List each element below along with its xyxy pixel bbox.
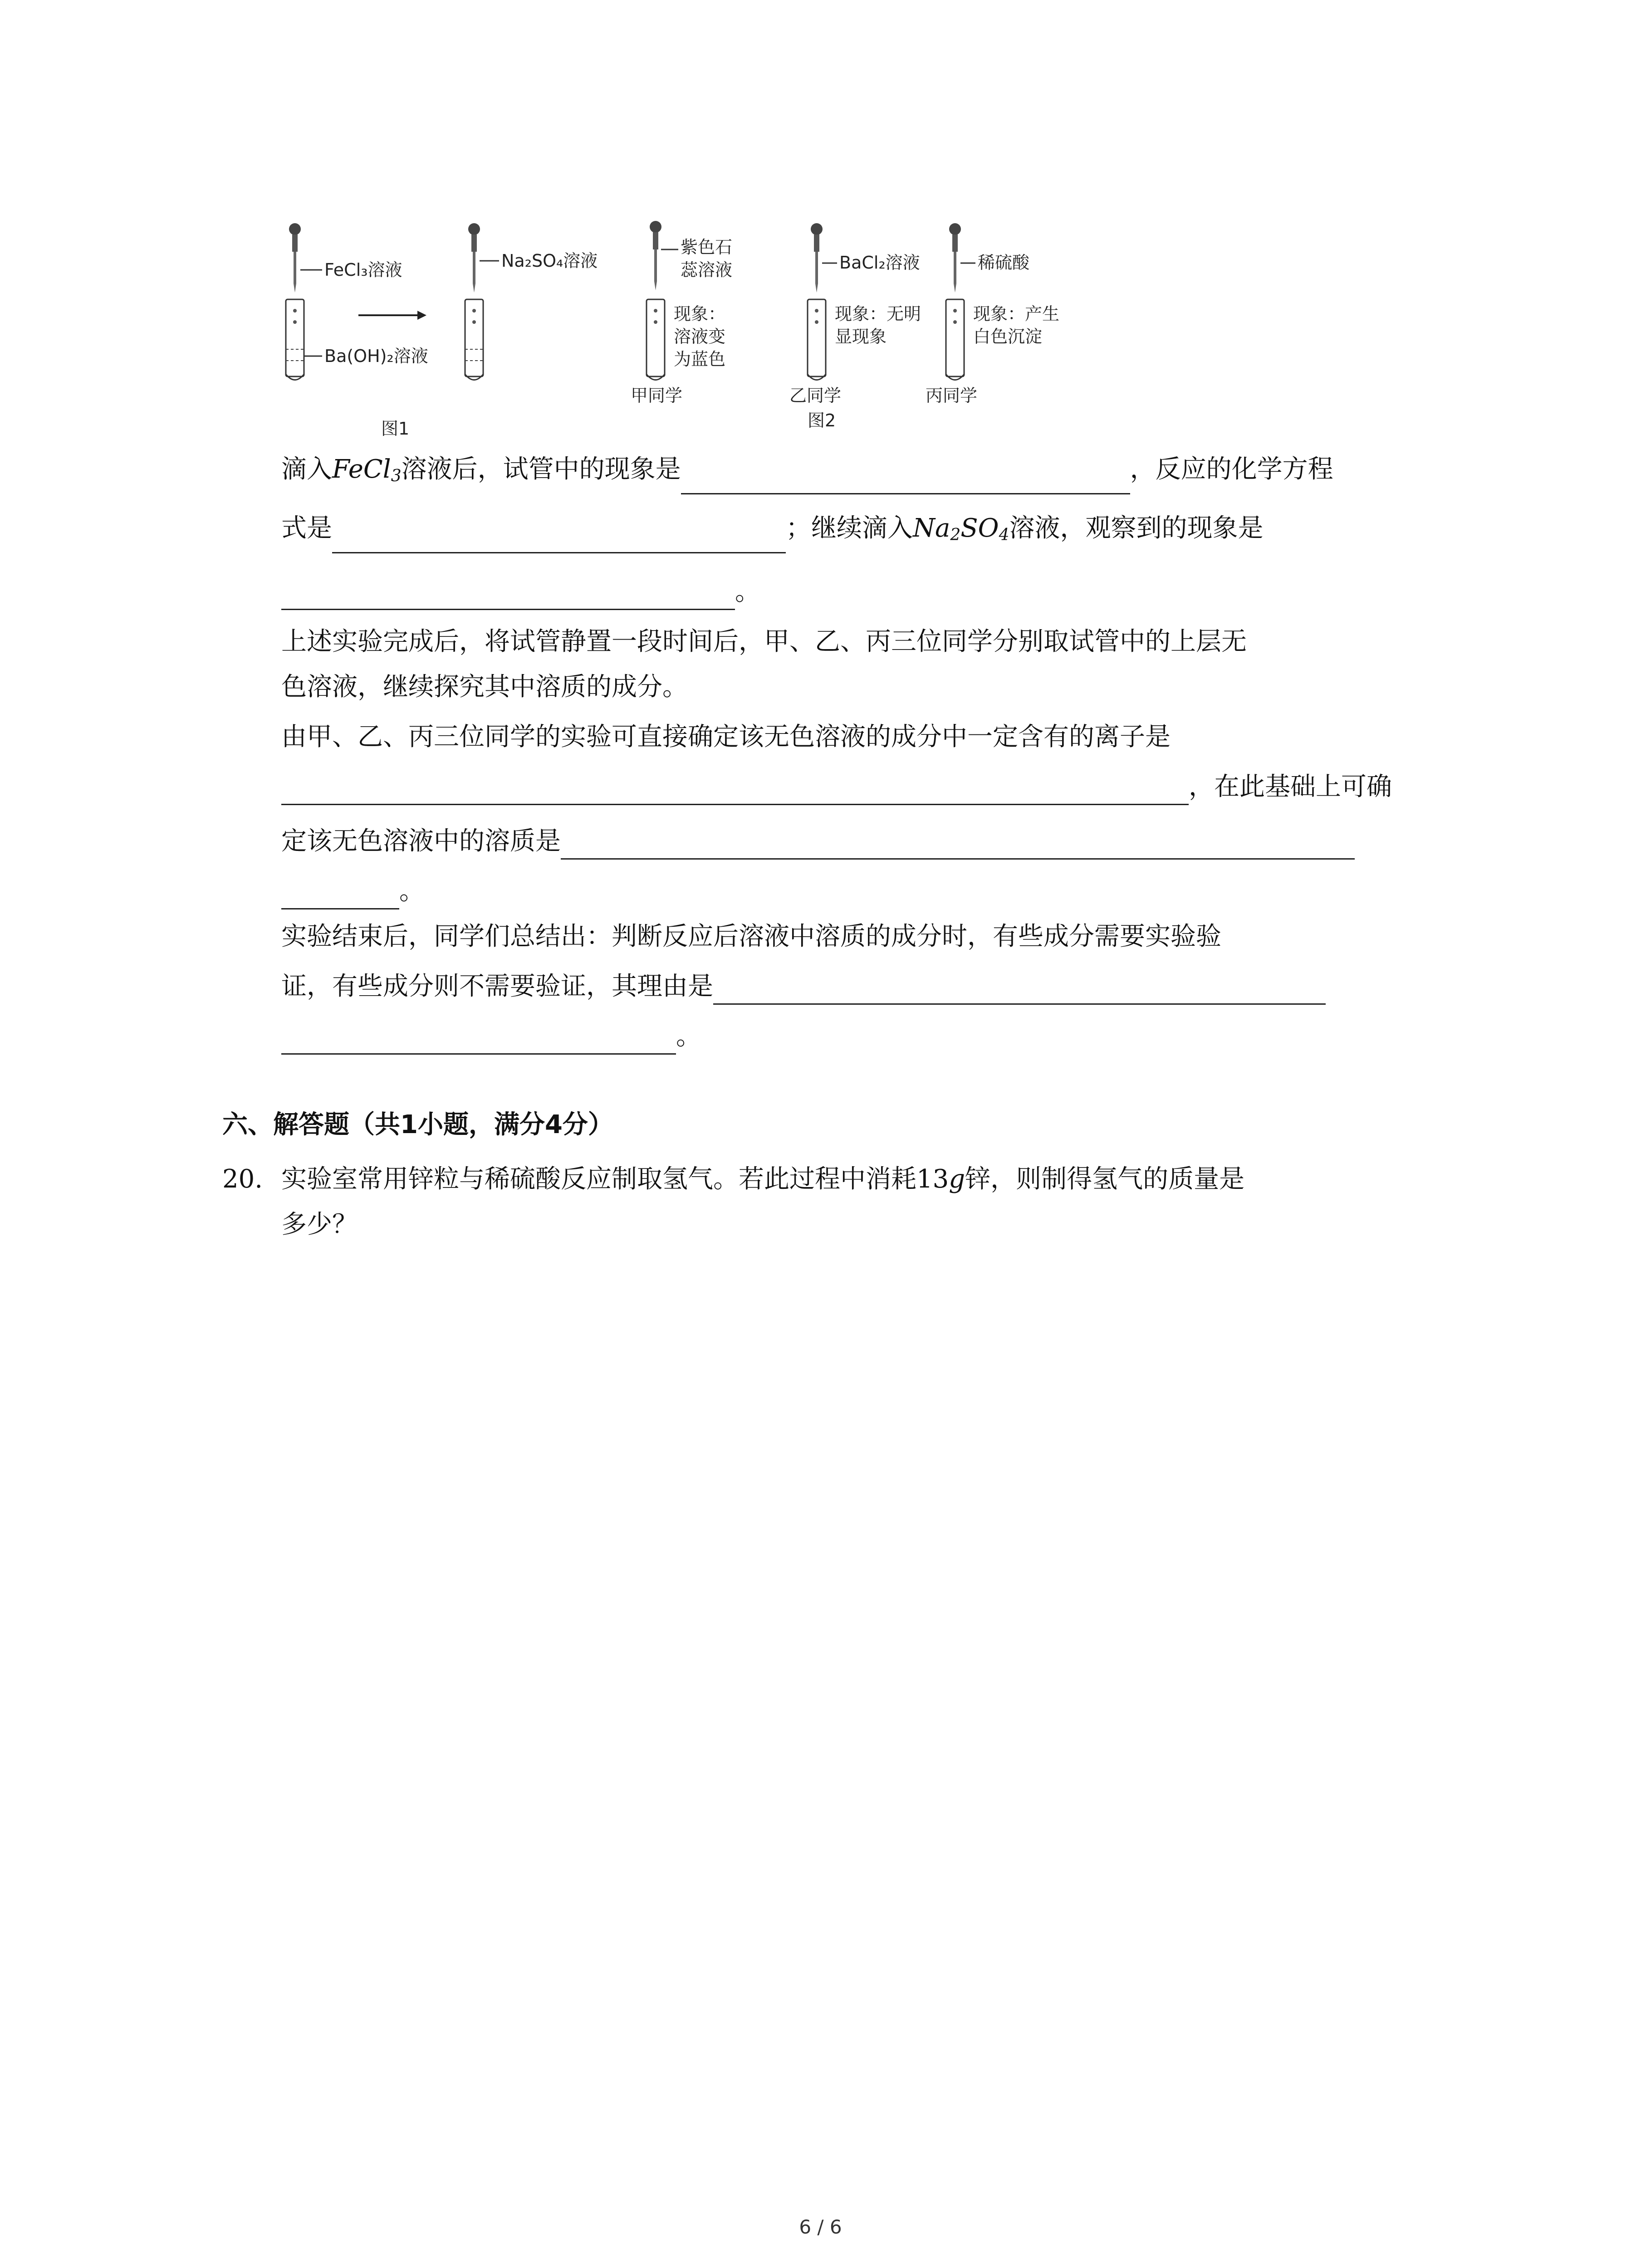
question-line-7: ，在此基础上可确 (281, 769, 1392, 805)
question-line-12: 。 (281, 1018, 701, 1055)
fig2-bing-setup (926, 223, 1059, 406)
bing-reagent: 稀硫酸 (978, 253, 1030, 273)
jia-reagent-line2: 蕊溶液 (681, 260, 733, 280)
jia-label: 甲同学 (631, 386, 683, 406)
answer-blank-solute-cont[interactable] (281, 881, 399, 909)
question-line-9: 。 (281, 873, 425, 909)
section-title: 六、解答题（共1小题，满分4分） (222, 1110, 613, 1139)
question-20-line-2: 多少？ (281, 1210, 358, 1239)
na2so4-label: Na₂SO₄溶液 (501, 251, 598, 271)
question-20-line-1: 20. 实验室常用锌粒与稀硫酸反应制取氢气。若此过程中消耗13g锌，则制得氢气的质量是 (222, 1161, 1244, 1198)
question-line-2: 式是 ；继续滴入$Na_2SO_4$溶液，观察到的现象是 (281, 510, 1263, 547)
jia-reagent-line1: 紫色石 (681, 237, 733, 257)
na2so4-formula: $Na_2SO_4$ (913, 513, 1009, 544)
bing-observation-line1: 现象：产生 (973, 304, 1060, 324)
yi-observation-line1: 现象：无明 (835, 304, 921, 324)
jia-observation-line2: 溶液变 (674, 327, 726, 347)
paragraph-line-4: 上述实验完成后，将试管静置一段时间后，甲、乙、丙三位同学分别取试管中的上层无 (281, 627, 1247, 656)
reaction-arrow (358, 311, 426, 320)
yi-observation-line2: 显现象 (835, 327, 887, 347)
page-number: 6 / 6 (799, 2216, 842, 2238)
question-line-1: 滴入FeCl$_3$溶液后，试管中的现象是 ，反应的化学方程 (281, 451, 1333, 488)
bing-label: 丙同学 (926, 386, 978, 406)
question-line-8: 定该无色溶液中的溶质是 (281, 823, 1355, 860)
question-line-11: 证，有些成分则不需要验证，其理由是 (281, 968, 1326, 1005)
answer-blank-phenomenon[interactable] (681, 466, 1130, 494)
paragraph-line-5: 色溶液，继续探究其中溶质的成分。 (281, 672, 688, 702)
question-number: 20. (222, 1164, 263, 1194)
fig2-yi-setup (789, 223, 921, 430)
jia-observation-line1: 现象： (674, 304, 726, 324)
fig1-caption: 图1 (381, 419, 410, 439)
yi-reagent: BaCl₂溶液 (839, 253, 920, 273)
answer-blank-solute[interactable] (561, 831, 1355, 860)
answer-blank-ions[interactable] (281, 777, 1189, 805)
fig1-left-setup (286, 223, 428, 439)
answer-blank-reason-cont[interactable] (281, 1026, 676, 1055)
paragraph-line-6: 由甲、乙、丙三位同学的实验可直接确定该无色溶液的成分中一定含有的离子是 (281, 722, 1171, 752)
paragraph-line-10: 实验结束后，同学们总结出：判断反应后溶液中溶质的成分时，有些成分需要实验验 (281, 922, 1221, 951)
fecl3-label: FeCl₃溶液 (324, 260, 402, 280)
question-line-3: 。 (281, 574, 760, 610)
jia-observation-line3: 为蓝色 (674, 349, 726, 369)
answer-blank-na2so4-phenomenon[interactable] (281, 582, 735, 610)
experiment-figure (272, 218, 1134, 454)
baoh2-label: Ba(OH)₂溶液 (324, 346, 428, 366)
fig1-right-setup (465, 223, 598, 380)
fig2-jia-setup (631, 221, 732, 406)
fecl3-formula: FeCl$_3$ (332, 455, 402, 485)
fig2-caption: 图2 (808, 411, 836, 430)
answer-blank-reason[interactable] (713, 976, 1326, 1005)
bing-observation-line2: 白色沉淀 (973, 327, 1043, 347)
yi-label: 乙同学 (789, 386, 842, 406)
answer-blank-equation[interactable] (332, 525, 786, 553)
